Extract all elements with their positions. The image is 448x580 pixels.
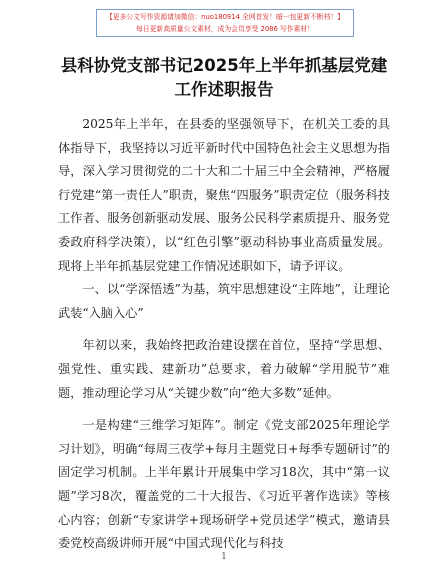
page-number: 1 bbox=[221, 552, 227, 562]
document-title: 县科协党支部书记2025年上半年抓基层党建工作述职报告 bbox=[60, 56, 388, 99]
document-body bbox=[58, 113, 390, 556]
paragraph-learning-matrix: 一是构建“三维学习矩阵”。制定《党支部2025年理论学习计划》，明确“每周三夜学+每月主题党日+每季专题研讨”的固定学习机制。上半年累计开展集中学习18次，其中“第一议题”学习8次，覆盖党的二十大报告、《习近平著作选读》等核心内容；创新“专家讲学+现场研学+党员述学”模式，邀请县委党校高级讲师开展“中国式现代化与科技 bbox=[58, 418, 390, 551]
paragraph-intro: 2025年上半年，在县委的坚强领导下，在机关工委的具体指导下，我坚持以习近平新时代中国特色社会主义思想为指导，深入学习贯彻党的二十大和二十届三中全会精神，严格履行党建“第一责任人”职责，聚焦“四服务”职责定位（服务科技工作者、服务创新驱动发展、服务公民科学素质提升、服务党委政府科学决策），以“红色引擎”驱动科协事业高质量发展。现将上半年抓基层党建工作情况述职如下，请予评议。 bbox=[58, 117, 390, 273]
promo-banner-line2: 每日更新高质量公文素材，成为会员享受 2086 写作素材！ bbox=[136, 25, 314, 33]
promo-banner-line1: 【更多公文写作资源请加微信：nuo180914 全网首发！暗一包更新不断档！】 bbox=[106, 13, 344, 21]
paragraph-section1-intro: 年初以来，我始终把政治建设摆在首位，坚持“学思想、强党性、重实践、建新功”总要求，着力破解“学用脱节”难题，推动理论学习从“关键少数”向“绝大多数”延伸。 bbox=[58, 338, 390, 400]
section-heading-1: 一、以“学深悟透”为基，筑牢思想建设“主阵地”，让理论武装“入脑入心” bbox=[58, 282, 390, 320]
promo-banner bbox=[96, 9, 354, 37]
